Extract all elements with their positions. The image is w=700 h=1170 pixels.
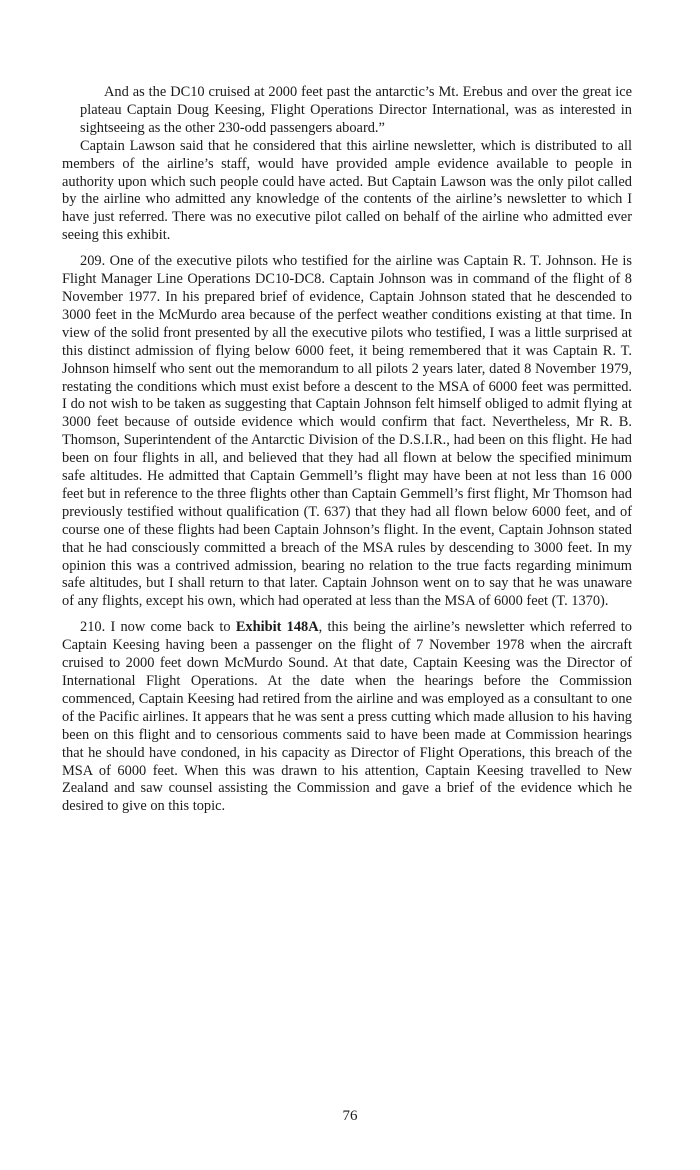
quoted-newsletter-excerpt [80,84,632,138]
paragraph-209: 209. One of the executive pilots who testified for the airline was Captain R. T. Johnson. He is Flight Manager Line Operations DC10-DC8. Captain Johnson was in command of the flight of 8 November 1977. In his prepared brief of evidence, Captain Johnson stated that he descended to 3000 feet in the McMurdo area because of the perfect weather conditions existing at that time. In view of the solid front presented by all the executive pilots who testified, I was a little surprised at this distinct admission of flying below 6000 feet, it being remembered that it was Captain R. T. Johnson himself who sent out the memorandum to all pilots 2 years later, dated 8 November 1979, restating the conditions which must exist before a descent to the MSA of 6000 feet was permitted. I do not wish to be taken as suggesting that Captain Johnson felt himself obliged to admit flying at 3000 feet because of outside evidence which would confirm that fact. Nevertheless, Mr R. B. Thomson, Superintendent of the Antarctic Division of the D.S.I.R., had been on this flight. He had been on four flights in all, and believed that they had all flown at below the specified minimum safe altitudes. He admitted that Captain Gemmell’s flight may have been at not less than 16 000 feet but in reference to the three flights other than Captain Gemmell’s first flight, Mr Thomson had previously testified without qualification (T. 637) that they had all flown below 6000 feet, and of course one of these flights had been Captain Johnson’s flight. In the event, Captain Johnson stated that he had consciously committed a breach of the MSA rules by descending to 3000 feet. In my opinion this was a contrived admission, bearing no relation to the true facts regarding minimum safe altitudes, but I shall return to that later. Captain Johnson went on to say that he was unaware of any flights, except his own, which had operated at less than the MSA of 6000 feet (T. 1370). [62,253,632,610]
paragraph-210 [62,619,632,816]
paragraph-210-body: , this being the airline’s newsletter which referred to Captain Keesing having been a passenger on the flight of 7 November 1978 when the aircraft cruised to 2000 feet down McMurdo Sound. At that date, Captain Keesing was the Director of International Flight Operations. At the date when the hearings before the Commission commenced, Captain Keesing had retired from the airline and was employed as a consultant to one of the Pacific airlines. It appears that he was sent a press cutting which made allusion to his having been on this flight and to censorious comments said to have been made at Commission hearings that he should have condoned, in his capacity as Director of Flight Operations, this breach of the MSA of 6000 feet. When this was drawn to his attention, Captain Keesing travelled to New Zealand and saw counsel assisting the Commission and gave a brief of the evidence which he desired to give on this topic. [62,619,632,815]
paragraph-lawson: Captain Lawson said that he considered that this airline newsletter, which is distributed to all members of the airline’s staff, would have provided ample evidence available to people in authority upon which such people could have acted. But Captain Lawson was the only pilot called by the airline who admitted any knowledge of the contents of the airline’s newsletter to which I have just referred. There was no executive pilot called on behalf of the airline who admitted ever seeing this exhibit. [62,137,632,244]
page-number: 76 [342,1108,358,1124]
exhibit-reference: Exhibit 148A [235,619,319,636]
quote-text: And as the DC10 cruised at 2000 feet past the antarctic’s Mt. Erebus and over the great ice plateau Captain Doug Keesing, Flight Operations Director International, was as interested in sightseeing as the other 230-odd passengers aboard.” [80,84,632,136]
document-page [62,84,632,816]
paragraph-210-lead: 210. I now come back to [80,619,236,636]
